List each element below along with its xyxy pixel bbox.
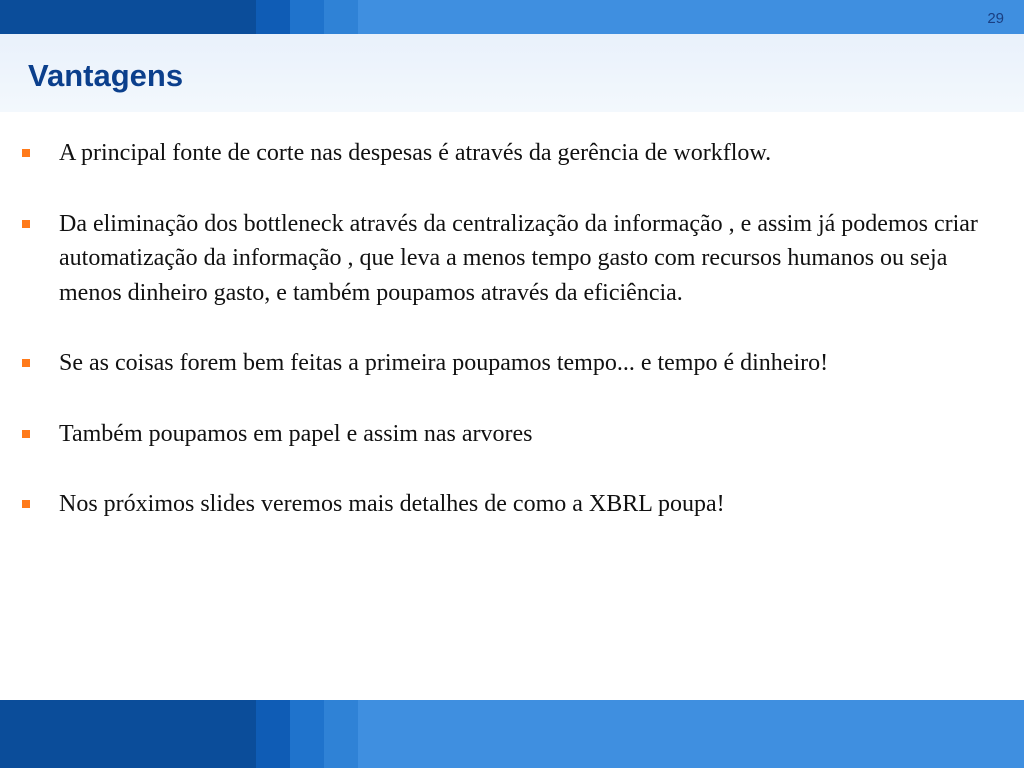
bullet-item bbox=[22, 207, 1002, 311]
band-segment bbox=[0, 0, 256, 34]
bullet-text: Nos próximos slides veremos mais detalhes de como a XBRL poupa! bbox=[59, 491, 725, 517]
square-bullet-icon bbox=[22, 359, 30, 367]
band-segment bbox=[290, 0, 324, 34]
band-segment bbox=[358, 700, 1024, 768]
bullet-item bbox=[22, 136, 1002, 171]
top-decorative-band bbox=[0, 0, 1024, 34]
bullet-text: Também poupamos em papel e assim nas arvores bbox=[59, 420, 533, 447]
band-segment bbox=[324, 700, 358, 768]
band-segment bbox=[324, 0, 358, 34]
band-segment bbox=[290, 700, 324, 768]
bullet-text: A principal fonte de corte nas despesas é através da gerência de workflow. bbox=[59, 140, 772, 166]
bullet-item bbox=[22, 346, 1002, 381]
bullet-text: Se as coisas forem bem feitas a primeira poupamos tempo... e tempo é dinheiro! bbox=[59, 350, 829, 376]
slide-number: 29 bbox=[987, 10, 1004, 27]
bullet-text: Da eliminação dos bottleneck através da centralização da informação , e assim já podemos criar automatização da informação , que leva a menos tempo gasto com recursos humanos ou seja menos dinheiro gasto, e também poupamos através da eficiência. bbox=[59, 210, 978, 306]
square-bullet-icon bbox=[22, 430, 30, 438]
bullet-list bbox=[22, 136, 1002, 558]
slide-title: Vantagens bbox=[28, 58, 184, 93]
band-segment bbox=[0, 700, 256, 768]
square-bullet-icon bbox=[22, 500, 30, 508]
square-bullet-icon bbox=[22, 149, 30, 157]
bullet-item bbox=[22, 417, 1002, 452]
band-segment bbox=[256, 700, 290, 768]
bottom-decorative-band bbox=[0, 700, 1024, 768]
band-segment bbox=[256, 0, 290, 34]
band-segment bbox=[358, 0, 1024, 34]
bullet-item bbox=[22, 487, 1002, 522]
square-bullet-icon bbox=[22, 220, 30, 228]
